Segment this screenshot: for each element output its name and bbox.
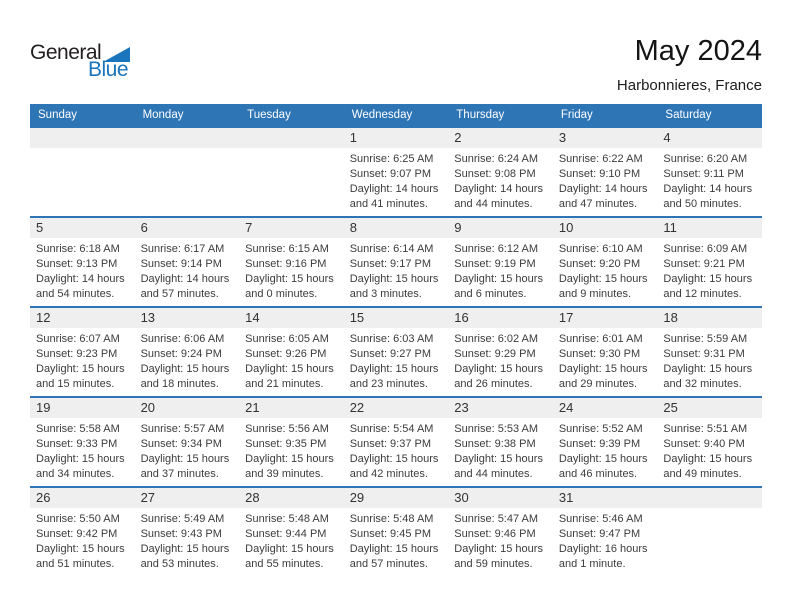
daylight-text-2: and 44 minutes. (454, 468, 533, 480)
sunset-text: Sunset: 9:35 PM (245, 438, 327, 450)
day-number: 24 (553, 398, 658, 418)
day-number: 22 (344, 398, 449, 418)
sunset-text: Sunset: 9:20 PM (558, 258, 641, 270)
weekday-wednesday: Wednesday (351, 109, 413, 121)
day-cell-26 (30, 488, 135, 576)
day-number: 23 (448, 398, 553, 418)
daylight-text-2: and 59 minutes. (454, 558, 533, 570)
day-details (239, 328, 344, 392)
day-details (448, 508, 553, 572)
day-number: 3 (553, 128, 658, 148)
day-cell-5 (30, 218, 135, 306)
daylight-text-2: and 47 minutes. (558, 198, 638, 210)
day-cell-19 (30, 398, 135, 486)
day-cell-14 (239, 308, 344, 396)
day-number: 12 (30, 308, 135, 328)
sunset-text: Sunset: 9:30 PM (558, 348, 641, 360)
week-row-4 (30, 396, 762, 486)
daylight-text-2: and 32 minutes. (663, 378, 742, 390)
daylight-text-1: Daylight: 15 hours (245, 363, 334, 375)
sunset-text: Sunset: 9:11 PM (663, 168, 744, 180)
daylight-text-1: Daylight: 15 hours (36, 363, 125, 375)
sunrise-text: Sunrise: 5:51 AM (663, 423, 748, 435)
day-details (30, 148, 135, 152)
daylight-text-2: and 51 minutes. (36, 558, 115, 570)
day-number (30, 128, 135, 148)
sunset-text: Sunset: 9:13 PM (36, 258, 118, 270)
day-details (135, 508, 240, 572)
day-cell-4 (657, 128, 762, 216)
daylight-text-1: Daylight: 15 hours (140, 543, 230, 555)
daylight-text-2: and 41 minutes. (349, 198, 428, 210)
daylight-text-1: Daylight: 15 hours (349, 453, 439, 465)
day-details (344, 328, 449, 392)
daylight-text-1: Daylight: 15 hours (140, 453, 230, 465)
sunset-text: Sunset: 9:40 PM (663, 438, 745, 450)
sunrise-text: Sunrise: 6:17 AM (140, 243, 225, 255)
sunset-text: Sunset: 9:29 PM (454, 348, 536, 360)
day-cell-18 (657, 308, 762, 396)
day-details (30, 508, 135, 572)
sunrise-text: Sunrise: 6:25 AM (349, 153, 434, 165)
daylight-text-2: and 55 minutes. (245, 558, 324, 570)
sunset-text: Sunset: 9:31 PM (663, 348, 745, 360)
sunrise-text: Sunrise: 5:58 AM (36, 423, 120, 435)
sunset-text: Sunset: 9:38 PM (454, 438, 536, 450)
day-number: 20 (135, 398, 240, 418)
sunrise-text: Sunrise: 5:57 AM (140, 423, 225, 435)
sunrise-text: Sunrise: 6:01 AM (558, 333, 643, 345)
day-number: 8 (344, 218, 449, 238)
day-number: 28 (239, 488, 344, 508)
sunrise-text: Sunrise: 5:47 AM (454, 513, 539, 525)
sunrise-text: Sunrise: 5:46 AM (558, 513, 643, 525)
daylight-text-2: and 26 minutes. (454, 378, 533, 390)
day-details (30, 418, 135, 482)
day-number: 4 (657, 128, 762, 148)
logo-text-general: General (30, 41, 102, 64)
day-number: 15 (344, 308, 449, 328)
day-details (135, 418, 240, 482)
weekday-thursday: Thursday (456, 109, 505, 121)
day-cell-1 (344, 128, 449, 216)
daylight-text-1: Daylight: 14 hours (36, 273, 125, 285)
day-cell-8 (344, 218, 449, 306)
daylight-text-1: Daylight: 16 hours (558, 543, 648, 555)
sunset-text: Sunset: 9:39 PM (558, 438, 641, 450)
day-cell-21 (239, 398, 344, 486)
day-cell-empty (239, 128, 344, 216)
weekday-monday: Monday (142, 109, 184, 121)
day-cell-2 (448, 128, 553, 216)
sunrise-text: Sunrise: 6:24 AM (454, 153, 539, 165)
daylight-text-2: and 12 minutes. (663, 288, 742, 300)
sunrise-text: Sunrise: 6:07 AM (36, 333, 120, 345)
day-details (135, 328, 240, 392)
sunrise-text: Sunrise: 6:09 AM (663, 243, 748, 255)
day-details (344, 238, 449, 302)
daylight-text-1: Daylight: 14 hours (140, 273, 230, 285)
day-number: 14 (239, 308, 344, 328)
day-number: 11 (657, 218, 762, 238)
sunset-text: Sunset: 9:10 PM (558, 168, 641, 180)
sunrise-text: Sunrise: 6:10 AM (558, 243, 643, 255)
daylight-text-1: Daylight: 15 hours (454, 363, 543, 375)
daylight-text-2: and 49 minutes. (663, 468, 742, 480)
daylight-text-1: Daylight: 15 hours (663, 273, 753, 285)
day-cell-24 (553, 398, 658, 486)
sunrise-text: Sunrise: 5:52 AM (558, 423, 643, 435)
day-number: 17 (553, 308, 658, 328)
day-cell-10 (553, 218, 658, 306)
daylight-text-1: Daylight: 15 hours (36, 543, 125, 555)
day-details (553, 418, 658, 482)
sunrise-text: Sunrise: 5:59 AM (663, 333, 748, 345)
day-details (448, 148, 553, 212)
day-cell-30 (448, 488, 553, 576)
day-details (448, 238, 553, 302)
daylight-text-2: and 34 minutes. (36, 468, 115, 480)
weekday-saturday: Saturday (665, 109, 712, 121)
sunset-text: Sunset: 9:27 PM (349, 348, 432, 360)
sunset-text: Sunset: 9:47 PM (558, 528, 641, 540)
day-details (30, 238, 135, 302)
sunrise-text: Sunrise: 5:48 AM (245, 513, 329, 525)
daylight-text-1: Daylight: 15 hours (349, 273, 439, 285)
daylight-text-2: and 1 minute. (558, 558, 626, 570)
day-cell-empty (657, 488, 762, 576)
day-details (239, 238, 344, 302)
week-row-3 (30, 306, 762, 396)
day-cell-7 (239, 218, 344, 306)
day-cell-20 (135, 398, 240, 486)
daylight-text-2: and 54 minutes. (36, 288, 115, 300)
day-details (553, 148, 658, 212)
day-cell-empty (30, 128, 135, 216)
day-details (553, 328, 658, 392)
day-number: 27 (135, 488, 240, 508)
sunrise-text: Sunrise: 5:54 AM (349, 423, 434, 435)
day-cell-28 (239, 488, 344, 576)
daylight-text-1: Daylight: 15 hours (663, 453, 753, 465)
sunrise-text: Sunrise: 5:49 AM (140, 513, 225, 525)
day-cell-11 (657, 218, 762, 306)
sunset-text: Sunset: 9:16 PM (245, 258, 327, 270)
day-number: 5 (30, 218, 135, 238)
daylight-text-1: Daylight: 15 hours (140, 363, 230, 375)
sunset-text: Sunset: 9:14 PM (140, 258, 222, 270)
day-number: 16 (448, 308, 553, 328)
daylight-text-1: Daylight: 15 hours (245, 453, 334, 465)
day-details (657, 148, 762, 212)
day-number: 2 (448, 128, 553, 148)
daylight-text-2: and 6 minutes. (454, 288, 527, 300)
day-cell-31 (553, 488, 658, 576)
sunset-text: Sunset: 9:34 PM (140, 438, 222, 450)
weekday-header-row (30, 104, 762, 126)
day-details (30, 328, 135, 392)
weekday-tuesday: Tuesday (247, 109, 291, 121)
sunset-text: Sunset: 9:46 PM (454, 528, 536, 540)
day-number: 25 (657, 398, 762, 418)
daylight-text-1: Daylight: 15 hours (454, 543, 543, 555)
daylight-text-1: Daylight: 15 hours (454, 273, 543, 285)
day-details (344, 508, 449, 572)
logo-text-blue: Blue (88, 58, 129, 81)
sunset-text: Sunset: 9:07 PM (349, 168, 432, 180)
day-cell-9 (448, 218, 553, 306)
daylight-text-2: and 50 minutes. (663, 198, 742, 210)
day-details (657, 328, 762, 392)
daylight-text-1: Daylight: 15 hours (245, 543, 334, 555)
daylight-text-1: Daylight: 15 hours (663, 363, 753, 375)
daylight-text-2: and 3 minutes. (349, 288, 422, 300)
daylight-text-1: Daylight: 14 hours (454, 183, 543, 195)
day-number: 13 (135, 308, 240, 328)
day-number: 7 (239, 218, 344, 238)
sunrise-text: Sunrise: 6:05 AM (245, 333, 329, 345)
daylight-text-1: Daylight: 15 hours (558, 453, 648, 465)
daylight-text-1: Daylight: 15 hours (245, 273, 334, 285)
daylight-text-2: and 18 minutes. (140, 378, 219, 390)
day-details (657, 418, 762, 482)
sunrise-text: Sunrise: 6:15 AM (245, 243, 329, 255)
sunrise-text: Sunrise: 6:22 AM (558, 153, 643, 165)
daylight-text-1: Daylight: 14 hours (349, 183, 439, 195)
sunset-text: Sunset: 9:45 PM (349, 528, 432, 540)
sunset-text: Sunset: 9:21 PM (663, 258, 745, 270)
daylight-text-2: and 39 minutes. (245, 468, 324, 480)
day-cell-29 (344, 488, 449, 576)
sunset-text: Sunset: 9:26 PM (245, 348, 327, 360)
general-blue-logo (30, 42, 130, 80)
sunset-text: Sunset: 9:24 PM (140, 348, 222, 360)
day-number: 10 (553, 218, 658, 238)
sunrise-text: Sunrise: 6:14 AM (349, 243, 434, 255)
daylight-text-2: and 29 minutes. (558, 378, 638, 390)
sunset-text: Sunset: 9:19 PM (454, 258, 536, 270)
sunset-text: Sunset: 9:08 PM (454, 168, 536, 180)
day-details (448, 418, 553, 482)
day-cell-16 (448, 308, 553, 396)
sunset-text: Sunset: 9:17 PM (349, 258, 432, 270)
day-number (135, 128, 240, 148)
day-number: 21 (239, 398, 344, 418)
sunrise-text: Sunrise: 6:02 AM (454, 333, 539, 345)
day-number: 18 (657, 308, 762, 328)
sunrise-text: Sunrise: 6:12 AM (454, 243, 539, 255)
sunrise-text: Sunrise: 5:53 AM (454, 423, 539, 435)
day-details (344, 148, 449, 212)
daylight-text-1: Daylight: 14 hours (663, 183, 753, 195)
day-details (239, 508, 344, 572)
day-details (135, 238, 240, 302)
title-block (617, 36, 762, 94)
weekday-friday: Friday (560, 109, 593, 121)
day-cell-22 (344, 398, 449, 486)
sunset-text: Sunset: 9:23 PM (36, 348, 118, 360)
daylight-text-2: and 15 minutes. (36, 378, 115, 390)
daylight-text-2: and 0 minutes. (245, 288, 318, 300)
location-subtitle: Harbonnieres, France (616, 76, 762, 94)
day-cell-3 (553, 128, 658, 216)
sunrise-text: Sunrise: 6:03 AM (349, 333, 434, 345)
daylight-text-1: Daylight: 15 hours (36, 453, 125, 465)
daylight-text-2: and 57 minutes. (349, 558, 428, 570)
sunrise-text: Sunrise: 6:18 AM (36, 243, 120, 255)
day-details (135, 148, 240, 152)
day-number: 30 (448, 488, 553, 508)
daylight-text-1: Daylight: 15 hours (349, 363, 439, 375)
sunrise-text: Sunrise: 6:06 AM (140, 333, 225, 345)
sunrise-text: Sunrise: 5:48 AM (349, 513, 434, 525)
day-details (657, 238, 762, 302)
page-title: May 2024 (634, 35, 762, 67)
day-number: 6 (135, 218, 240, 238)
daylight-text-1: Daylight: 15 hours (558, 273, 648, 285)
day-number: 26 (30, 488, 135, 508)
day-details (239, 148, 344, 152)
sunset-text: Sunset: 9:37 PM (349, 438, 432, 450)
day-number (239, 128, 344, 148)
week-row-1 (30, 126, 762, 216)
day-number: 9 (448, 218, 553, 238)
sunset-text: Sunset: 9:42 PM (36, 528, 118, 540)
daylight-text-1: Daylight: 15 hours (454, 453, 543, 465)
day-cell-25 (657, 398, 762, 486)
weekday-sunday: Sunday (38, 109, 78, 121)
daylight-text-2: and 21 minutes. (245, 378, 324, 390)
day-details (553, 238, 658, 302)
day-details (553, 508, 658, 572)
daylight-text-2: and 9 minutes. (558, 288, 631, 300)
sunrise-text: Sunrise: 5:56 AM (245, 423, 329, 435)
day-cell-12 (30, 308, 135, 396)
sunset-text: Sunset: 9:44 PM (245, 528, 327, 540)
day-cell-13 (135, 308, 240, 396)
sunset-text: Sunset: 9:43 PM (140, 528, 222, 540)
calendar-table (30, 104, 762, 576)
sunrise-text: Sunrise: 5:50 AM (36, 513, 120, 525)
daylight-text-2: and 46 minutes. (558, 468, 638, 480)
sunset-text: Sunset: 9:33 PM (36, 438, 118, 450)
day-number (657, 488, 762, 508)
day-number: 29 (344, 488, 449, 508)
daylight-text-1: Daylight: 15 hours (349, 543, 439, 555)
daylight-text-1: Daylight: 15 hours (558, 363, 648, 375)
daylight-text-2: and 53 minutes. (140, 558, 219, 570)
daylight-text-2: and 57 minutes. (140, 288, 219, 300)
day-number: 1 (344, 128, 449, 148)
day-details (239, 418, 344, 482)
daylight-text-2: and 37 minutes. (140, 468, 219, 480)
daylight-text-2: and 23 minutes. (349, 378, 428, 390)
day-number: 31 (553, 488, 658, 508)
day-cell-23 (448, 398, 553, 486)
daylight-text-1: Daylight: 14 hours (558, 183, 648, 195)
week-row-2 (30, 216, 762, 306)
day-cell-6 (135, 218, 240, 306)
day-cell-27 (135, 488, 240, 576)
day-details (657, 508, 762, 512)
day-number: 19 (30, 398, 135, 418)
day-cell-17 (553, 308, 658, 396)
day-details (448, 328, 553, 392)
day-details (344, 418, 449, 482)
daylight-text-2: and 44 minutes. (454, 198, 533, 210)
day-cell-empty (135, 128, 240, 216)
daylight-text-2: and 42 minutes. (349, 468, 428, 480)
day-cell-15 (344, 308, 449, 396)
sunrise-text: Sunrise: 6:20 AM (663, 153, 748, 165)
week-row-5 (30, 486, 762, 576)
